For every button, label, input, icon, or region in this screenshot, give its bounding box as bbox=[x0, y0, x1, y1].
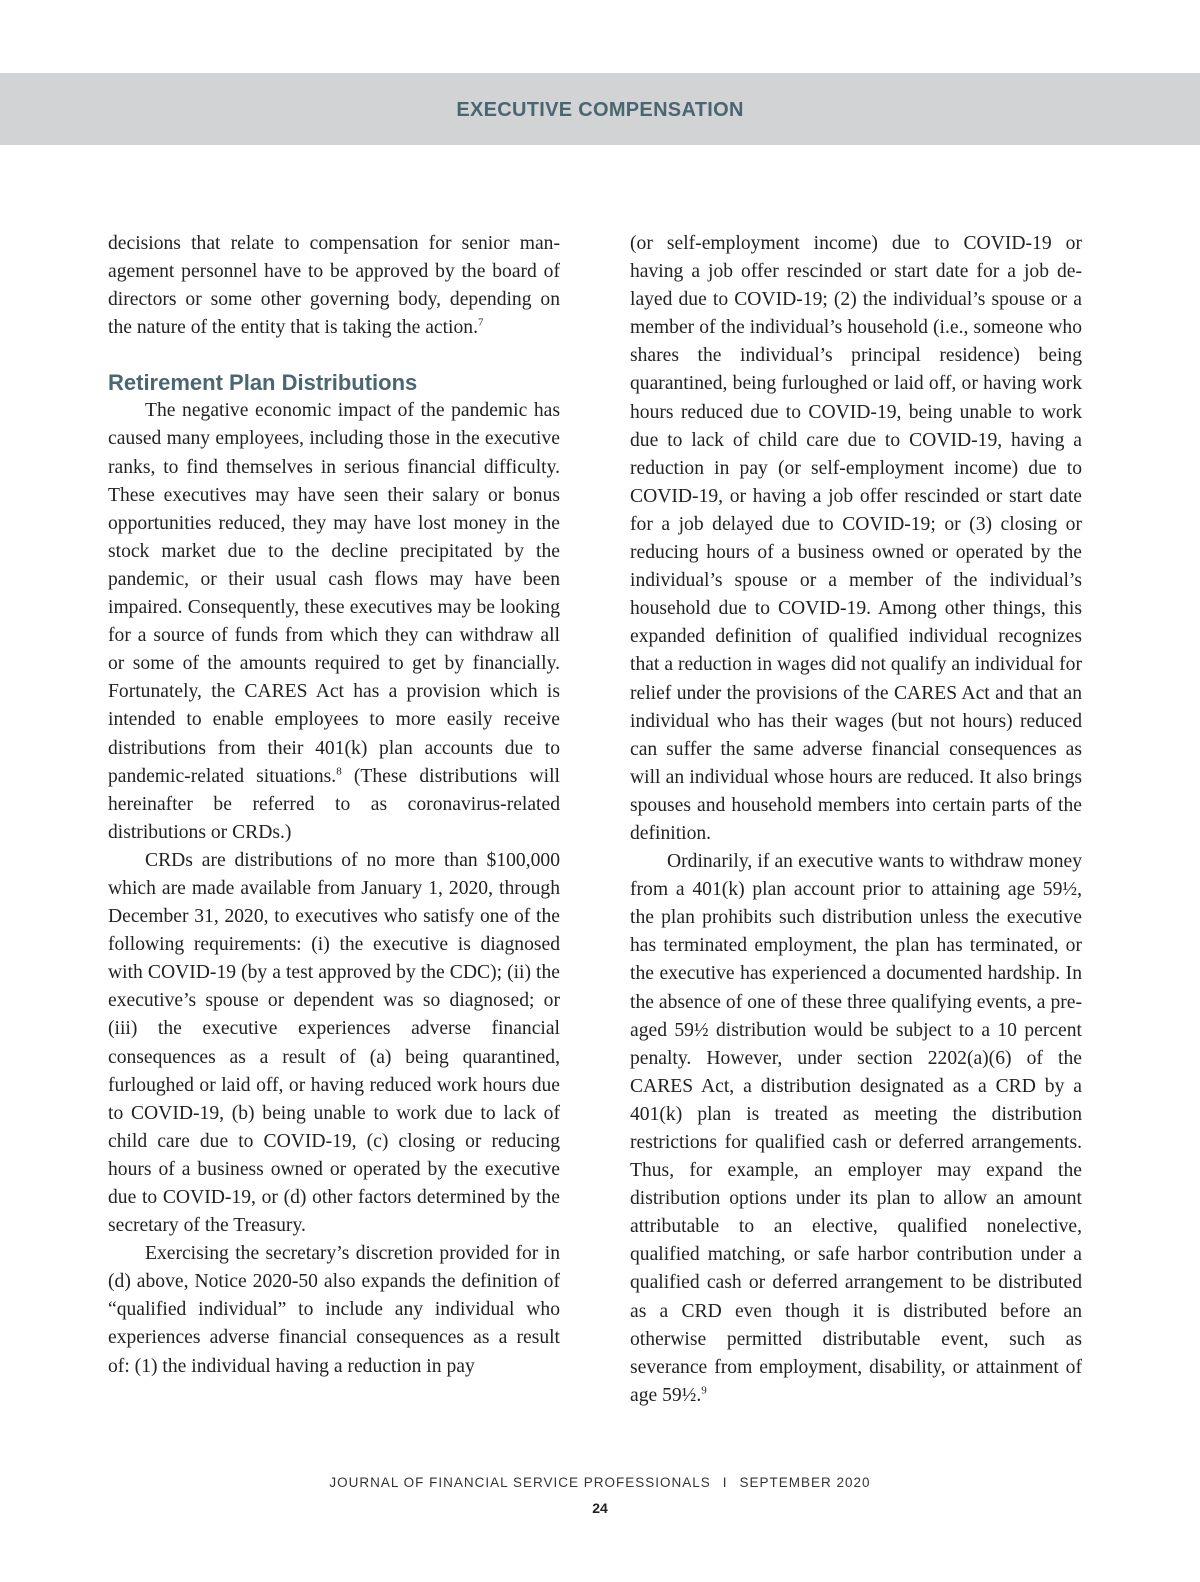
footer-journal-name: JOURNAL OF FINANCIAL SERVICE PROFESSIONALS bbox=[329, 1475, 711, 1490]
footnote-ref-8: 8 bbox=[336, 765, 342, 778]
left-column bbox=[108, 230, 560, 1381]
footer-issue-date: SEPTEMBER 2020 bbox=[739, 1475, 871, 1490]
left-paragraph-3: CRDs are distributions of no more than $100,000 which are made available from January 1, 2020, through December 31, 2020, to executives who satisfy one of the following requirements: (i) the executive is diagnosed with COVID-19 (by a test approved by the CDC); (ii) the executive’s spouse or dependent was so diagnosed; or (iii) the executive experiences adverse financial consequences as a result of (a) being quarantined, furloughed or laid off, or having reduced work hours due to COVID-19, (b) being unable to work due to lack of child care due to COVID-19, (c) closing or reducing hours of a business owned or operated by the executive due to COVID-19, or (d) other factors determined by the secretary of the Treasury. bbox=[108, 849, 560, 1237]
right-column bbox=[630, 230, 1082, 1410]
running-header-band bbox=[0, 73, 1200, 145]
left-paragraph-4: Exercising the secretary’s discretion provided for in (d) above, Notice 2020-50 also expands the definition of “qualified individual” to include any individual who experiences adverse financial consequences as a result of: (1) the individual having a reduction in pay bbox=[108, 1243, 560, 1377]
section-heading-retirement-plan-distributions: Retirement Plan Distributions bbox=[108, 370, 418, 396]
left-paragraph-1 bbox=[108, 230, 560, 342]
left-paragraph-2 bbox=[108, 397, 560, 847]
footer-separator: I bbox=[722, 1475, 728, 1490]
running-header-title: EXECUTIVE COMPENSATION bbox=[456, 99, 744, 121]
page-number: 24 bbox=[592, 1500, 608, 1516]
left-paragraph-1-text: decisions that relate to compensation for senior management personnel have to be approved by the board of directors or some other governing body, depending on the nature of the entity that is taking the action. bbox=[108, 233, 560, 339]
left-paragraph-2-tail: (These distributions will hereinafter be referred to as coronavirus-related distributions or CRDs.) bbox=[108, 765, 560, 843]
right-paragraph-2-text: Ordinarily, if an executive wants to withdraw money from a 401(k) plan account prior to attaining age 59½, the plan prohibits such distribution unless the executive has terminated employment, the plan has terminated, or the executive has experienced a documented hardship. In the absence of one of these three qualifying events, a pre-aged 59½ distribution would be subject to a 10 percent penalty. However, under section 2202(a)(6) of the CARES Act, a distribution designated as a CRD by a 401(k) plan is treated as meeting the distribution restrictions for qualified cash or deferred arrangements. Thus, for example, an employer may expand the distribution options under its plan to allow an amount attributable to an elective, qualified nonelective, qualified matching, or safe harbor contribution under a qualified cash or deferred arrangement to be distributed as a CRD even though it is distributed before an otherwise permitted distributable event, such as severance from employment, disability, or attainment of age 59½. bbox=[630, 851, 1082, 1406]
footnote-ref-7: 7 bbox=[478, 316, 484, 329]
right-paragraph-1: (or self-employment income) due to COVID-19 or having a job offer rescinded or start date for a job delayed due to COVID-19; (2) the individual’s spouse or a member of the individual’s household (i.e., someone who shares the individual’s principal residence) being quarantined, being furloughed or laid off, or having work hours reduced due to COVID-19, being unable to work due to lack of child care due to COVID-19, having a reduction in pay (or self-employment income) due to COVID-19, or having a job offer rescinded or start date for a job delayed due to COVID-19; or (3) closing or reducing hours of a business owned or operated by the individual’s spouse or a member of the individual’s household due to COVID-19. Among other things, this expanded definition of qualified individual recognizes that a reduction in wages did not qualify an individual for relief under the provisions of the CARES Act and that an individual who has their wages (but not hours) reduced can suffer the same adverse financial consequences as will an individual whose hours are reduced. It also brings spouses and household members into certain parts of the definition. bbox=[630, 233, 1082, 844]
right-paragraph-2 bbox=[630, 848, 1082, 1410]
left-paragraph-2-text: The negative economic impact of the pandemic has caused many employees, including those in the executive ranks, to find themselves in serious financial difficulty. These executives may have seen their salary or bonus opportunities reduced, they may have lost money in the stock market due to the decline precipitated by the pandemic, or their usual cash flows may have been impaired. Consequently, these executives may be looking for a source of funds from which they can withdraw all or some of the amounts required to get by financially. Fortunately, the CARES Act has a provision which is intended to enable employees to more easily receive distributions from their 401(k) plan accounts due to pandemic-related situations. bbox=[108, 400, 560, 787]
footer-journal-line bbox=[0, 1475, 1200, 1490]
footnote-ref-9: 9 bbox=[701, 1384, 707, 1397]
